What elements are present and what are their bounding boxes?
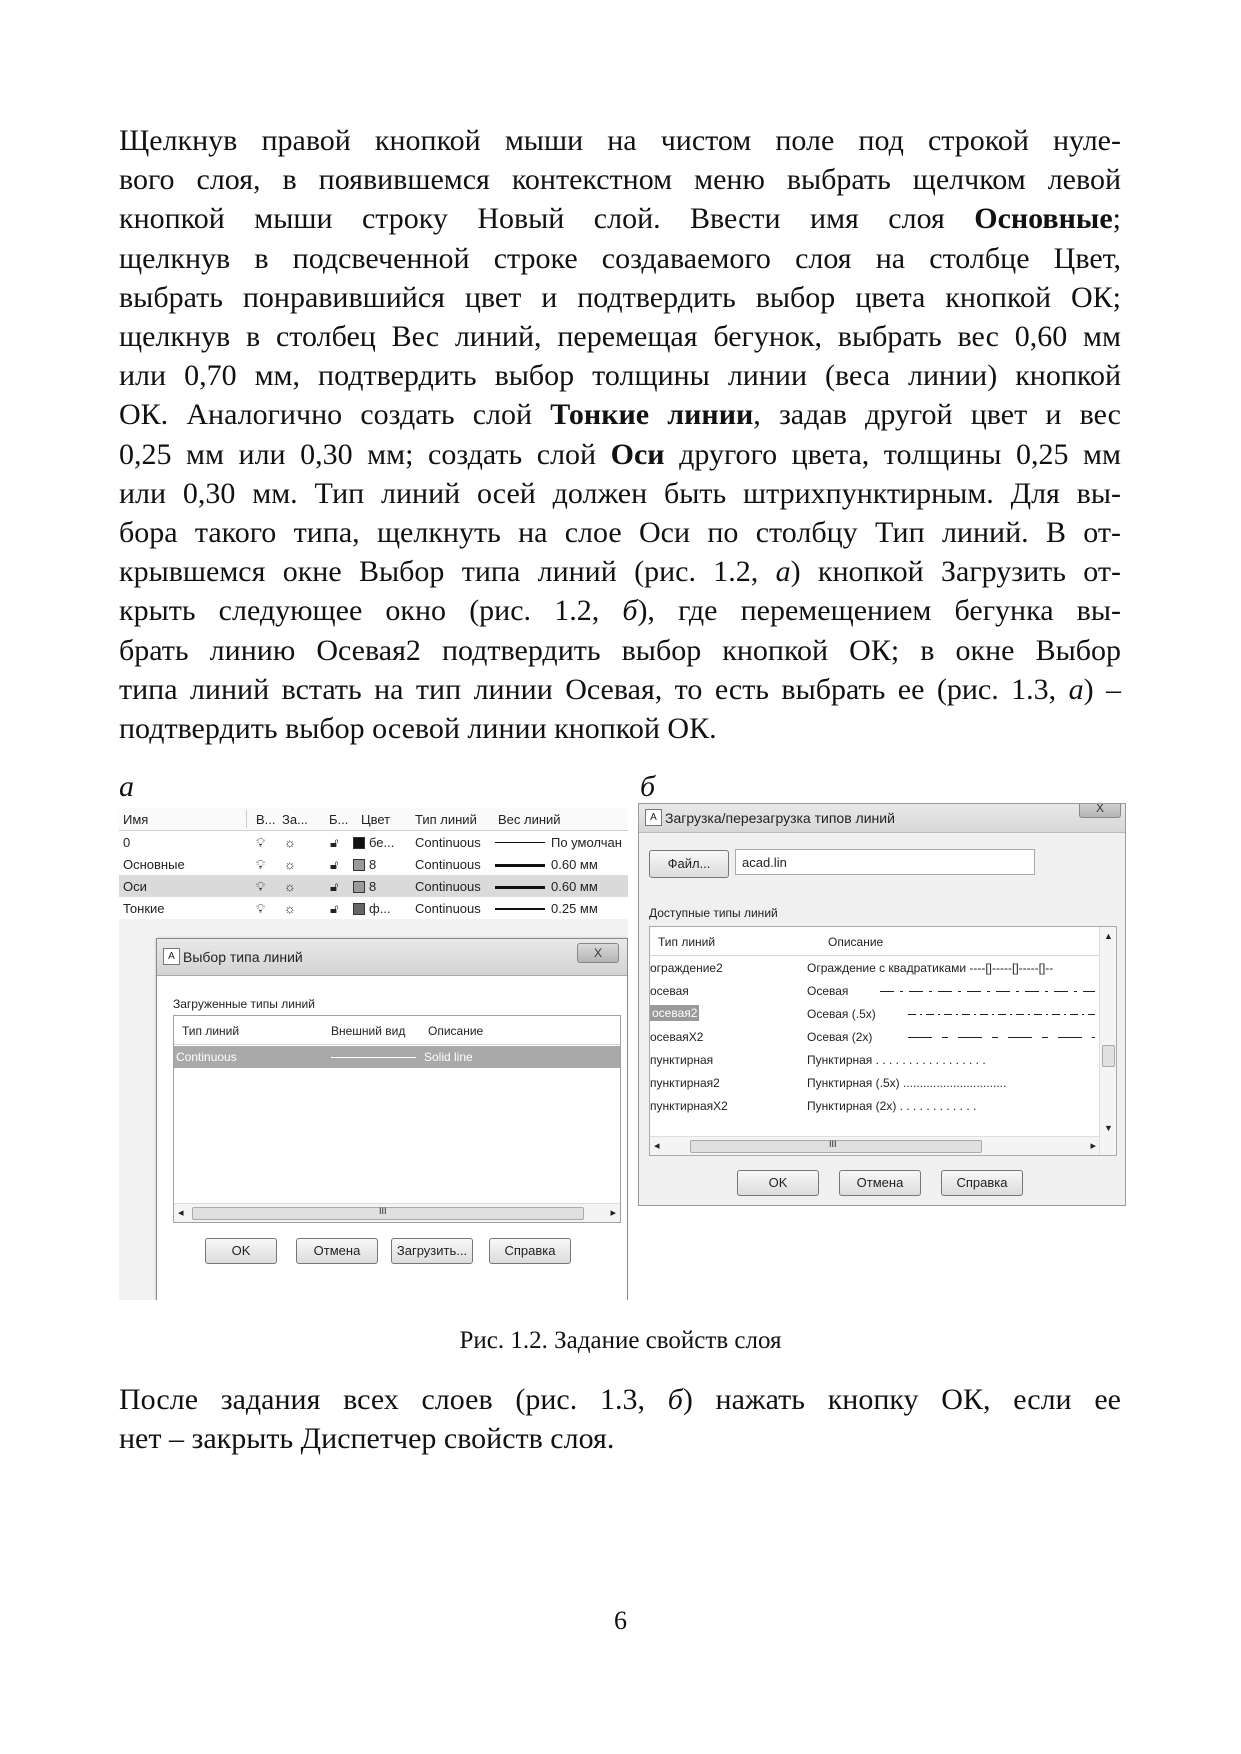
- text-segment: 0,25 мм или 0,30 мм; создать слой: [119, 437, 611, 471]
- layer-row[interactable]: [119, 831, 628, 853]
- text-line: [119, 239, 1121, 278]
- lineweight-sample: [495, 864, 545, 867]
- text-segment: ;: [1112, 202, 1121, 236]
- list-item[interactable]: [650, 1072, 1100, 1094]
- layer-row[interactable]: [119, 897, 628, 919]
- text-line: [119, 552, 1121, 591]
- linetype-name: пунктирнаяX2: [650, 1099, 728, 1113]
- linetype-description: Осевая (.5x): [807, 1007, 876, 1021]
- text-segment: другого цвета, толщины 0,25 мм: [664, 437, 1121, 471]
- layer-name[interactable]: 0: [123, 835, 131, 850]
- figure-caption: Рис. 1.2. Задание свойств слоя: [459, 1327, 782, 1354]
- color-label[interactable]: бе...: [369, 835, 395, 850]
- scroll-left-icon[interactable]: ◂: [654, 1140, 660, 1152]
- close-button[interactable]: X: [1079, 803, 1121, 818]
- unlock-icon[interactable]: 🔓︎: [330, 879, 339, 894]
- bulb-icon[interactable]: 💡︎: [256, 879, 266, 894]
- linetype-sample-dash: [1092, 1037, 1095, 1038]
- linetype-sample-dash: [1010, 1014, 1012, 1015]
- list-item[interactable]: [650, 1095, 1100, 1117]
- layer-table-header: [119, 808, 628, 831]
- color-swatch[interactable]: [353, 837, 365, 849]
- linetype-sample-dash: [998, 1014, 1006, 1015]
- text-segment: крыть следующее окно (рис. 1.2,: [119, 594, 623, 628]
- lineweight-label[interactable]: 0.25 мм: [551, 901, 598, 916]
- text-line: [119, 709, 1121, 748]
- ok-button[interactable]: OK: [205, 1238, 277, 1264]
- col-linetype[interactable]: Тип линий: [415, 812, 477, 827]
- unlock-icon[interactable]: 🔓︎: [330, 835, 339, 850]
- paragraph-1: [119, 121, 1121, 748]
- linetype-sample-dash: [1074, 991, 1077, 992]
- scroll-right-icon[interactable]: ▸: [1090, 1140, 1096, 1152]
- color-swatch[interactable]: [353, 903, 365, 915]
- linetype-sample-dash: [908, 1014, 916, 1015]
- text-segment: щелкнув в столбец Вес линий, перемещая бегунок, выбрать вес 0,60 мм: [119, 320, 1121, 354]
- text-segment: типа линий встать на тип линии Осевая, то есть выбрать ее (рис. 1.3,: [119, 672, 1069, 706]
- scroll-thumb[interactable]: [1102, 1045, 1115, 1067]
- text-line: [119, 356, 1121, 395]
- linetype-sample-dash: [1016, 991, 1019, 992]
- ok-button[interactable]: OK: [737, 1170, 819, 1196]
- linetype-name: осевая2: [652, 1006, 698, 1020]
- layer-row[interactable]: [119, 853, 628, 875]
- list-item[interactable]: [650, 980, 1100, 1002]
- linetype-sample-dash: [992, 1037, 998, 1038]
- text-segment: ), где перемещением бегунка вы-: [637, 594, 1121, 628]
- file-name-field[interactable]: acad.lin: [735, 849, 1035, 875]
- list-item[interactable]: [174, 1046, 620, 1068]
- linetype-sample-dash: [944, 1014, 952, 1015]
- text-segment: бора такого типа, щелкнуть на слое Оси по столбцу Тип линий. В от-: [119, 516, 1121, 550]
- lineweight-sample: [495, 886, 545, 889]
- bold-term: Основные: [974, 202, 1113, 236]
- color-label[interactable]: ф...: [369, 901, 391, 916]
- horizontal-scrollbar[interactable]: [174, 1203, 620, 1222]
- linetype-sample-dash: [958, 1037, 982, 1038]
- dialog-title: Выбор типа линий: [183, 949, 303, 965]
- linetype-sample-dash: [942, 1037, 948, 1038]
- linetype-sample-dash: [1083, 991, 1095, 992]
- col-freeze[interactable]: За...: [282, 812, 308, 827]
- linetype-sample-dash: [909, 991, 923, 992]
- col-description[interactable]: Описание: [828, 935, 884, 949]
- lineweight-label[interactable]: По умолчан: [551, 835, 622, 850]
- linetype-sample-dash: [926, 1014, 934, 1015]
- linetype-sample-dash: [1064, 1014, 1066, 1015]
- lineweight-sample: [495, 908, 545, 910]
- text-line: [119, 591, 1121, 630]
- paragraph-2: [119, 1380, 1121, 1458]
- linetype-sample-dash: [1034, 1014, 1042, 1015]
- linetype-description: Solid line: [424, 1050, 473, 1064]
- linetype-sample-dash: [920, 1014, 922, 1015]
- text-line: [119, 395, 1121, 434]
- page-number: 6: [614, 1606, 627, 1635]
- col-linetype[interactable]: Тип линий: [658, 935, 716, 949]
- col-on[interactable]: В...: [256, 812, 276, 827]
- linetype-select-dialog: [156, 938, 628, 1300]
- linetype-sample-dash: [1045, 991, 1048, 992]
- linetype-sample-dash: [1042, 1037, 1048, 1038]
- col-appearance[interactable]: Внешний вид: [331, 1024, 406, 1038]
- text-segment: ) кнопкой Загрузить от-: [790, 555, 1122, 589]
- text-line: [119, 199, 1121, 238]
- figure-a-letter: а: [119, 770, 134, 803]
- text-line: [119, 435, 1121, 474]
- linetype-description: Осевая: [807, 984, 849, 998]
- layer-name[interactable]: Тонкие: [123, 901, 165, 916]
- linetype-sample-dash: [967, 991, 981, 992]
- cancel-button[interactable]: Отмена: [839, 1170, 921, 1196]
- color-label[interactable]: 8: [369, 857, 377, 872]
- italic-letter: б: [622, 594, 638, 628]
- linetype-sample-dash: [1008, 1037, 1032, 1038]
- linetype-description: Осевая (2x): [807, 1030, 873, 1044]
- linetype-sample-dash: [1058, 1037, 1082, 1038]
- linetype-sample-dash: [980, 1014, 988, 1015]
- lineweight-label[interactable]: 0.60 мм: [551, 879, 598, 894]
- linetype-name: ограждение2: [650, 961, 723, 975]
- file-button[interactable]: Файл...: [649, 850, 729, 878]
- list-item[interactable]: [650, 1026, 1100, 1048]
- text-segment: крывшемся окне Выбор типа линий (рис. 1.2,: [119, 555, 776, 589]
- sun-icon[interactable]: ☼: [284, 901, 296, 916]
- loaded-linetypes-label: Загруженные типы линий: [173, 997, 315, 1011]
- linetype-name: осевая: [650, 984, 689, 998]
- linetype-label[interactable]: Continuous: [415, 857, 481, 872]
- linetype-sample-dash: [900, 991, 903, 992]
- help-button[interactable]: Справка: [941, 1170, 1023, 1196]
- cancel-button[interactable]: Отмена: [296, 1238, 378, 1264]
- app-icon: A: [645, 809, 662, 826]
- text-line: [119, 631, 1121, 670]
- text-segment: подтвердить выбор осевой линии кнопкой ОК.: [119, 712, 717, 746]
- sun-icon[interactable]: ☼: [284, 857, 296, 872]
- sun-icon[interactable]: ☼: [284, 835, 296, 850]
- linetype-sample-dash: [958, 991, 961, 992]
- text-segment: нет – закрыть Диспетчер свойств слоя.: [119, 1422, 615, 1456]
- linetype-sample-dash: [1046, 1014, 1048, 1015]
- help-button[interactable]: Справка: [489, 1238, 571, 1264]
- linetype-sample-dash: [987, 991, 990, 992]
- linetype-sample-dash: [996, 991, 1010, 992]
- dialog-title: Загрузка/перезагрузка типов линий: [665, 810, 895, 826]
- list-header: [650, 927, 1100, 956]
- text-segment: щелкнув в подсвеченной строке создаваемого слоя на столбце Цвет,: [119, 241, 1121, 275]
- linetype-label[interactable]: Continuous: [415, 835, 481, 850]
- col-lock[interactable]: Б...: [329, 812, 349, 827]
- linetype-description: Пунктирная (.5x) ...............................: [807, 1076, 1007, 1090]
- linetype-sample-dash: [1052, 1014, 1060, 1015]
- linetype-sample-dash: [929, 991, 932, 992]
- text-segment: выбрать понравившийся цвет и подтвердить выбор цвета кнопкой ОК;: [119, 280, 1121, 314]
- scroll-up-icon[interactable]: ▲: [1104, 931, 1113, 941]
- text-line: [119, 121, 1121, 160]
- linetype-sample-dash: [962, 1014, 970, 1015]
- bold-term: Тонкие линии: [550, 398, 754, 432]
- col-color[interactable]: Цвет: [361, 812, 391, 827]
- list-header: [174, 1016, 620, 1045]
- scroll-left-icon[interactable]: ◂: [178, 1207, 184, 1219]
- col-name[interactable]: Имя: [123, 812, 149, 827]
- text-line: [119, 1419, 1121, 1458]
- scroll-grip: III: [379, 1206, 387, 1216]
- layer-name[interactable]: Основные: [123, 857, 185, 872]
- linetype-sample-dash: [992, 1014, 994, 1015]
- text-line: [119, 474, 1121, 513]
- linetype-sample-dash: [1088, 1014, 1095, 1015]
- italic-letter: б: [667, 1383, 683, 1416]
- figure-b-load-linetypes-dialog: [638, 803, 1126, 1206]
- bulb-icon[interactable]: 💡︎: [256, 901, 266, 916]
- linetype-description: Пунктирная (2x) . . . . . . . . . . . .: [807, 1099, 977, 1113]
- linetype-sample-dash: [938, 991, 952, 992]
- dialog-titlebar: [639, 804, 1125, 833]
- text-line: [119, 513, 1121, 552]
- linetype-sample-dash: [1054, 991, 1068, 992]
- linetype-sample-dash: [880, 991, 894, 992]
- text-line: [119, 1380, 1121, 1419]
- available-linetypes-label: Доступные типы линий: [649, 906, 778, 920]
- lineweight-sample: [495, 842, 545, 843]
- list-item[interactable]: [650, 1003, 1100, 1025]
- text-line: [119, 278, 1121, 317]
- color-swatch[interactable]: [353, 881, 365, 893]
- scroll-grip: III: [829, 1139, 837, 1149]
- text-segment: или 0,70 мм, подтвердить выбор толщины линии (веса линии) кнопкой: [119, 359, 1121, 393]
- unlock-icon[interactable]: 🔓︎: [330, 901, 339, 916]
- linetype-sample: [331, 1057, 416, 1058]
- available-linetypes-list: [649, 926, 1117, 1156]
- figure-a-layer-manager: [119, 808, 628, 1300]
- vertical-scrollbar[interactable]: [1099, 927, 1116, 1155]
- text-segment: ) нажать кнопку ОК, если ее: [682, 1383, 1121, 1416]
- horizontal-scrollbar[interactable]: [650, 1136, 1100, 1155]
- text-segment: ОК. Аналогично создать слой: [119, 398, 551, 432]
- text-segment: После задания всех слоев (рис. 1.3,: [119, 1383, 668, 1416]
- text-segment: вого слоя, в появившемся контекстном меню выбрать щелчком левой: [119, 163, 1121, 197]
- list-item[interactable]: [650, 1049, 1100, 1071]
- linetype-label[interactable]: Continuous: [415, 879, 481, 894]
- bulb-icon[interactable]: 💡︎: [256, 835, 266, 850]
- list-item[interactable]: [650, 957, 1100, 979]
- linetype-name: пунктирная: [650, 1053, 714, 1067]
- text-segment: кнопкой мыши строку Новый слой. Ввести имя слоя: [119, 202, 975, 236]
- linetype-label[interactable]: Continuous: [415, 901, 481, 916]
- scroll-thumb[interactable]: [690, 1140, 982, 1153]
- figure-b-letter: б: [640, 770, 656, 803]
- layer-name[interactable]: Оси: [123, 879, 147, 894]
- text-segment: , задав другой цвет и вес: [753, 398, 1121, 432]
- sun-icon[interactable]: ☼: [284, 879, 296, 894]
- linetype-name: Continuous: [176, 1050, 237, 1064]
- text-line: [119, 670, 1121, 709]
- italic-letter: а: [775, 555, 791, 589]
- col-description[interactable]: Описание: [428, 1024, 484, 1038]
- col-lineweight[interactable]: Вес линий: [498, 812, 561, 827]
- loaded-linetypes-list: [173, 1015, 621, 1223]
- dialog-titlebar: [157, 939, 627, 976]
- linetype-sample-dash: [1016, 1014, 1024, 1015]
- text-segment: или 0,30 мм. Тип линий осей должен быть штрихпунктирным. Для вы-: [119, 476, 1121, 510]
- close-button[interactable]: X: [577, 943, 619, 963]
- linetype-sample-dash: [1028, 1014, 1030, 1015]
- bulb-icon[interactable]: 💡︎: [256, 857, 266, 872]
- linetype-sample-dash: [1070, 1014, 1078, 1015]
- load-button[interactable]: Загрузить...: [391, 1238, 473, 1264]
- linetype-description: Ограждение с квадратиками ----[]-----[]-----[]--: [807, 961, 1054, 975]
- linetype-sample-dash: [1025, 991, 1039, 992]
- text-segment: брать линию Осевая2 подтвердить выбор кнопкой ОК; в окне Выбор: [119, 633, 1121, 667]
- color-label[interactable]: 8: [369, 879, 377, 894]
- app-icon: A: [163, 948, 180, 965]
- linetype-sample-dash: [908, 1037, 932, 1038]
- scroll-right-icon[interactable]: ▸: [610, 1207, 616, 1219]
- text-segment: ) –: [1083, 672, 1121, 706]
- linetype-sample-dash: [938, 1014, 940, 1015]
- lineweight-label[interactable]: 0.60 мм: [551, 857, 598, 872]
- linetype-name: осеваяX2: [650, 1030, 704, 1044]
- text-line: [119, 317, 1121, 356]
- col-linetype[interactable]: Тип линий: [182, 1024, 240, 1038]
- text-line: [119, 160, 1121, 199]
- layer-row[interactable]: [119, 875, 628, 897]
- bold-term: Оси: [610, 437, 665, 471]
- text-segment: Щелкнув правой кнопкой мыши на чистом поле под строкой нуле-: [119, 124, 1121, 157]
- scroll-thumb[interactable]: [192, 1207, 584, 1220]
- scroll-down-icon[interactable]: ▼: [1104, 1123, 1113, 1133]
- linetype-name: пунктирная2: [650, 1076, 720, 1090]
- linetype-sample-dash: [974, 1014, 976, 1015]
- unlock-icon[interactable]: 🔓︎: [330, 857, 339, 872]
- linetype-description: Пунктирная . . . . . . . . . . . . . . . . .: [807, 1053, 986, 1067]
- color-swatch[interactable]: [353, 859, 365, 871]
- linetype-sample-dash: [1082, 1014, 1084, 1015]
- italic-letter: а: [1068, 672, 1084, 706]
- linetype-sample-dash: [956, 1014, 958, 1015]
